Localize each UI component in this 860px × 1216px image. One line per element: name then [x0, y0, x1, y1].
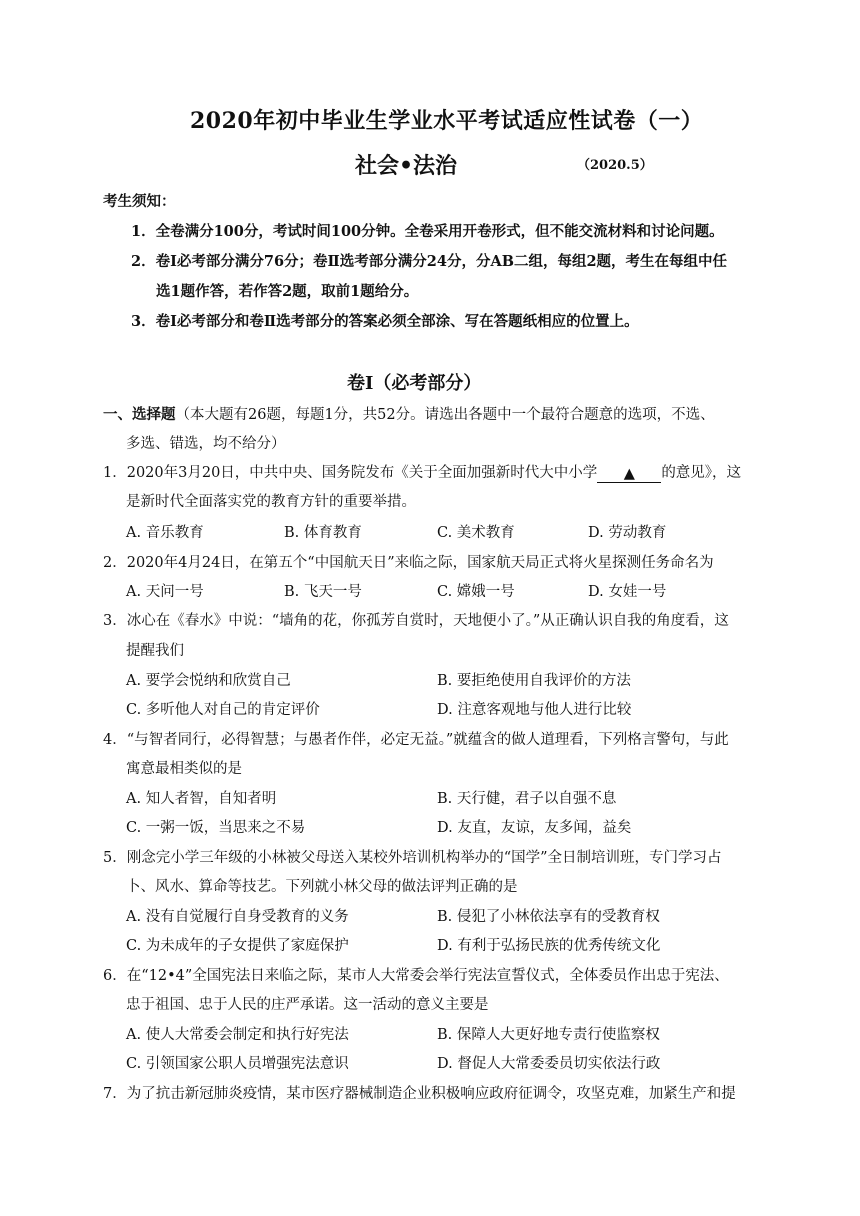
question-3-line-2: 提醒我们 [126, 643, 184, 659]
question-1-line-1 [103, 463, 741, 483]
q4-option-b: B. 天行健，君子以自强不息 [437, 791, 617, 807]
question-2-line-1: 2．2020年4月24日，在第五个“中国航天日”来临之际，国家航天局正式将火星探测任务命名为 [103, 555, 714, 571]
question-4-line-2: 寓意最相类似的是 [126, 761, 242, 777]
q6-option-a: A. 使人大常委会制定和执行好宪法 [126, 1027, 349, 1043]
q5-option-a: A. 没有自觉履行自身受教育的义务 [126, 909, 349, 925]
q6-option-b: B. 保障人大更好地专责行使监察权 [437, 1027, 660, 1043]
part-label: 一、选择题 [103, 406, 176, 423]
q4-option-c: C. 一粥一饭，当思来之不易 [126, 820, 306, 836]
q5-option-d: D. 有利于弘扬民族的优秀传统文化 [437, 938, 661, 954]
answer-blank: ▲ [597, 466, 661, 483]
part-desc-1: （本大题有26题，每题1分，共52分。请选出各题中一个最符合题意的选项，不选、 [175, 407, 715, 423]
q3-option-a: A. 要学会悦纳和欣赏自己 [126, 673, 291, 689]
exam-date: （2020.5） [577, 158, 653, 173]
question-4-line-1: 4．“与智者同行，必得智慧；与愚者作伴，必定无益。”就蕴含的做人道理看，下列格言警句，与此 [103, 732, 729, 748]
notice-item-3: 3．卷Ⅰ必考部分和卷Ⅱ选考部分的答案必须全部涂、写在答题纸相应的位置上。 [131, 313, 639, 330]
question-1-line-2: 是新时代全面落实党的教育方针的重要举措。 [126, 494, 416, 510]
notice-item-2: 2．卷Ⅰ必考部分满分76分；卷Ⅱ选考部分满分24分，分AB二组，每组2题，考生在每组中任 [131, 253, 728, 270]
question-5-line-1: 5．刚念完小学三年级的小林被父母送入某校外培训机构举办的“国学”全日制培训班，专门学习占 [103, 850, 722, 866]
q2-option-a: A. 天问一号 [126, 584, 204, 600]
q3-option-b: B. 要拒绝使用自我评价的方法 [437, 673, 631, 689]
q6-option-c: C. 引领国家公职人员增强宪法意识 [126, 1056, 349, 1072]
q5-option-c: C. 为未成年的子女提供了家庭保护 [126, 938, 349, 954]
q4-option-a: A. 知人者智，自知者明 [126, 791, 277, 807]
question-3-line-1: 3．冰心在《春水》中说：“墙角的花，你孤芳自赏时，天地便小了。”从正确认识自我的角度看，这 [103, 613, 729, 629]
question-5-line-2: 卜、风水、算命等技艺。下列就小林父母的做法评判正确的是 [126, 879, 518, 895]
q6-option-d: D. 督促人大常委委员切实依法行政 [437, 1056, 661, 1072]
q2-option-d: D. 女娃一号 [588, 584, 667, 600]
q3-option-c: C. 多听他人对自己的肯定评价 [126, 702, 320, 718]
question-1-text-a: 1．2020年3月20日，中共中央、国务院发布《关于全面加强新时代大中小学 [103, 465, 598, 481]
q1-option-a: A. 音乐教育 [126, 525, 204, 541]
question-1-text-b: 的意见》，这 [661, 465, 742, 481]
q2-option-c: C. 嫦娥一号 [437, 584, 515, 600]
q4-option-d: D. 友直，友谅，友多闻，益矣 [437, 820, 632, 836]
q1-option-d: D. 劳动教育 [588, 525, 667, 541]
question-6-line-1: 6．在“12•4”全国宪法日来临之际，某市人大常委会举行宪法宣誓仪式，全体委员作出忠于宪法、 [103, 968, 729, 984]
notice-heading: 考生须知： [103, 193, 176, 210]
q3-option-d: D. 注意客观地与他人进行比较 [437, 702, 632, 718]
q1-option-c: C. 美术教育 [437, 525, 515, 541]
part-heading [103, 405, 715, 425]
section-title: 卷Ⅰ（必考部分） [347, 373, 482, 394]
subject-title: 社会•法治 [355, 153, 458, 179]
exam-title: 2020年初中毕业生学业水平考试适应性试卷（一） [190, 108, 704, 134]
question-6-line-2: 忠于祖国、忠于人民的庄严承诺。这一活动的意义主要是 [126, 997, 489, 1013]
q1-option-b: B. 体育教育 [284, 525, 362, 541]
question-7-line-1: 7．为了抗击新冠肺炎疫情，某市医疗器械制造企业积极响应政府征调令，攻坚克难，加紧生产和提 [103, 1086, 736, 1102]
q5-option-b: B. 侵犯了小林依法享有的受教育权 [437, 909, 660, 925]
notice-item-1: 1．全卷满分100分，考试时间100分钟。全卷采用开卷形式，但不能交流材料和讨论问题。 [131, 223, 724, 240]
notice-item-2-cont: 选1题作答，若作答2题，取前1题给分。 [156, 283, 419, 300]
part-desc-2: 多选、错选，均不给分） [126, 436, 286, 452]
q2-option-b: B. 飞天一号 [284, 584, 362, 600]
